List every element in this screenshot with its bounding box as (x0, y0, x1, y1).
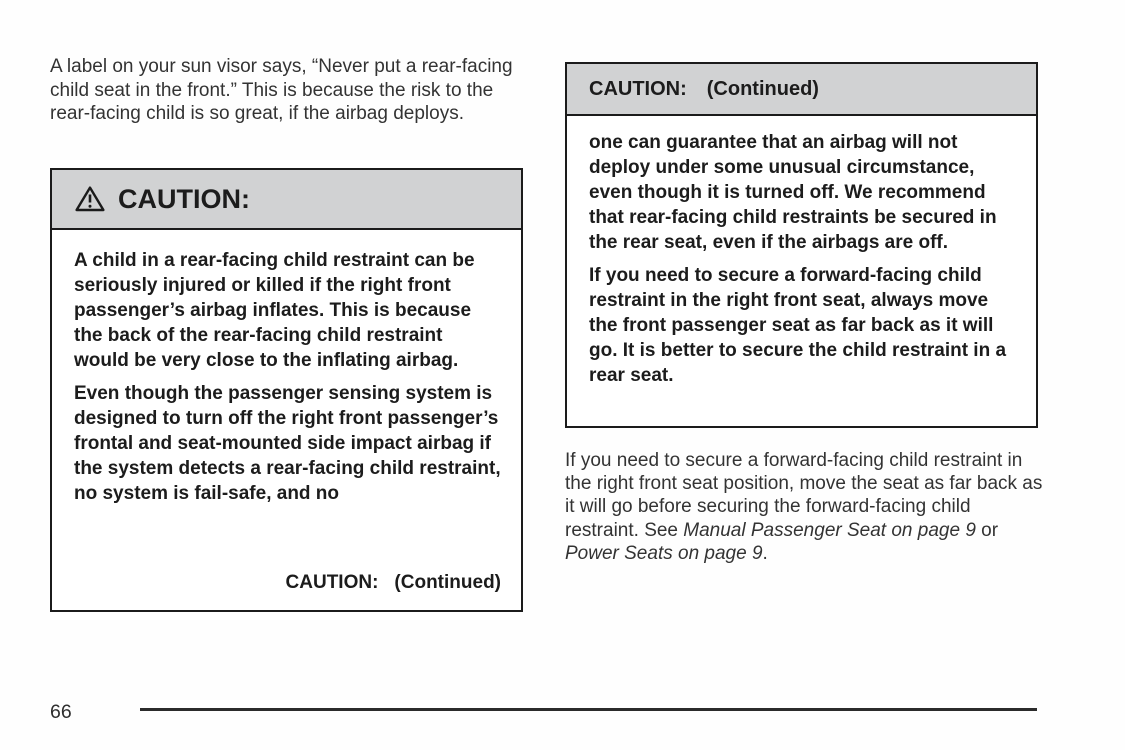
caution-box-right (565, 62, 1038, 428)
caution-box-right-header (567, 64, 1036, 116)
reference-manual-passenger-seat: Manual Passenger Seat on page 9 (683, 519, 976, 541)
footer-rule (140, 708, 1037, 711)
warning-triangle-icon (74, 185, 106, 213)
caution-box-left-body (52, 230, 521, 610)
closing-text-before: If you need to secure a forward-facing child restraint in the right front seat position, move the seat as far back as it will go before securing the forward-facing child restraint. See (565, 450, 1043, 541)
reference-power-seats: Power Seats on page 9 (565, 542, 763, 564)
caution-paragraph: If you need to secure a forward-facing child restraint in the right front seat, always move the front passenger seat as far back as it will go. It is better to secure the child restraint in a rear seat. (589, 265, 1007, 386)
caution-continued-title-suffix: (Continued) (706, 77, 819, 100)
closing-paragraph (565, 449, 1047, 565)
caution-box-left (50, 168, 523, 612)
caution-paragraph: A child in a rear-facing child restraint can be seriously injured or killed if the right front passenger’s airbag inflates. This is because the back of the rear-facing child restraint would be very close to the inflating airbag. (74, 250, 475, 371)
continued-note-text: (Continued) (394, 572, 501, 593)
closing-text-after: . (762, 542, 768, 564)
closing-conjunction: or (975, 519, 999, 541)
caution-paragraph: Even though the passenger sensing system is designed to turn off the right front passenger’s frontal and seat-mounted side impact airbag if the system detects a rear-facing child restraint, no system is fail-safe, and no (74, 383, 501, 504)
caution-continued-note (286, 572, 501, 594)
caution-paragraph: one can guarantee that an airbag will not deploy under some unusual circumstance, even though it is turned off. We recommend that rear-facing child restraints be secured in the rear seat, even if the airbags are off. (589, 132, 997, 253)
caution-title: CAUTION: (118, 183, 250, 214)
caution-box-right-body (567, 116, 1036, 426)
continued-note-label: CAUTION: (285, 572, 379, 593)
caution-continued-title: CAUTION: (589, 77, 687, 100)
caution-box-left-header (52, 170, 521, 230)
page-number: 66 (50, 701, 72, 723)
intro-paragraph: A label on your sun visor says, “Never put a rear-facing child seat in the front.” This is because the risk to the rear-facing child is so great, if the airbag deploys. (50, 56, 513, 124)
